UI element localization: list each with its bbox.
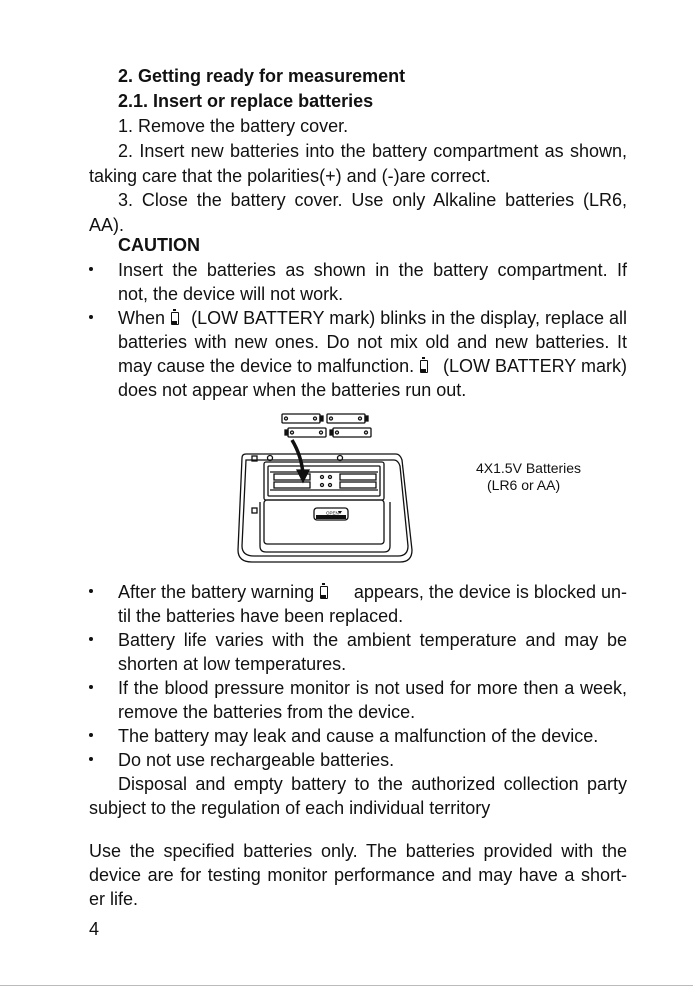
bullet-dot [89,315,95,321]
step-3-line-2: AA). [89,215,125,235]
low-battery-icon [420,360,428,373]
caution-bullet-1-line-1: Insert the batteries as shown in the battery compartment. If [118,260,627,280]
note-1-line-1-post: appears, the device is blocked un- [353,582,627,602]
caution-heading: CAUTION [118,235,200,255]
closing-line-2: device are for testing monitor performance and may have a short- [89,865,627,885]
caution-bullet-2-line-1-post: (LOW BATTERY mark) blinks in the display, replace all [191,308,627,328]
step-2-line-1: 2. Insert new batteries into the battery compartment as shown, [118,141,627,161]
caution-bullet-2-line-1 [118,306,627,330]
closing-line-3: er life. [89,889,139,909]
battery-icon [282,414,323,423]
step-2-line-2: taking care that the polarities(+) and (-)are correct. [89,166,491,186]
page-number: 4 [89,919,100,939]
caution-bullet-2-line-2: batteries with new ones. Do not mix old and new batteries. It [118,332,627,352]
bullet-dot [89,685,95,691]
note-2-line-1: Battery life varies with the ambient temperature and may be [118,630,627,650]
step-1: 1. Remove the battery cover. [118,116,349,136]
note-3-line-2: remove the batteries from the device. [118,702,416,722]
open-tab-label: OPEN [326,510,339,516]
battery-icon [285,428,326,437]
bullet-dot [89,733,95,739]
note-3-line-1: If the blood pressure monitor is not used for more then a week, [118,678,627,698]
note-1-line-1 [118,580,627,604]
closing-line-1: Use the specified batteries only. The batteries provided with the [89,841,627,861]
caution-bullet-2-line-3-post: (LOW BATTERY mark) [442,356,627,376]
figure-label-line-1: 4X1.5V Batteries [476,460,582,476]
note-4-line-1: The battery may leak and cause a malfunction of the device. [118,726,599,746]
caution-bullet-1-line-2: not, the device will not work. [118,284,344,304]
disposal-line-1: Disposal and empty battery to the authorized collection party [118,774,627,794]
caution-bullet-2-line-4: does not appear when the batteries run out. [118,380,467,400]
low-battery-icon [171,312,179,325]
battery-icon [330,428,371,437]
subsection-heading: 2.1. Insert or replace batteries [118,91,374,111]
bullet-dot [89,757,95,763]
note-1-line-1-pre: After the battery warning [118,582,315,602]
caution-bullet-2-line-1-pre: When [118,308,166,328]
note-1-line-2: til the batteries have been replaced. [118,606,404,626]
battery-icon [327,414,368,423]
step-3-line-1: 3. Close the battery cover. Use only Alkaline batteries (LR6, [118,190,627,210]
figure-label-line-2: (LR6 or AA) [487,477,561,493]
bullet-dot [89,589,95,595]
note-2-line-2: shorten at low temperatures. [118,654,347,674]
section-heading: 2. Getting ready for measurement [118,66,406,86]
note-5-line-1: Do not use rechargeable batteries. [118,750,395,770]
bullet-dot [89,267,95,273]
low-battery-icon [320,586,328,599]
disposal-line-2: subject to the regulation of each individual territory [89,798,491,818]
caution-bullet-2-line-3 [118,354,627,378]
caution-bullet-2-line-3-pre: may cause the device to malfunction. [118,356,415,376]
open-tab [314,508,348,520]
page-bottom-rule [0,985,693,986]
battery-compartment-illustration [230,410,430,572]
bullet-dot [89,637,95,643]
